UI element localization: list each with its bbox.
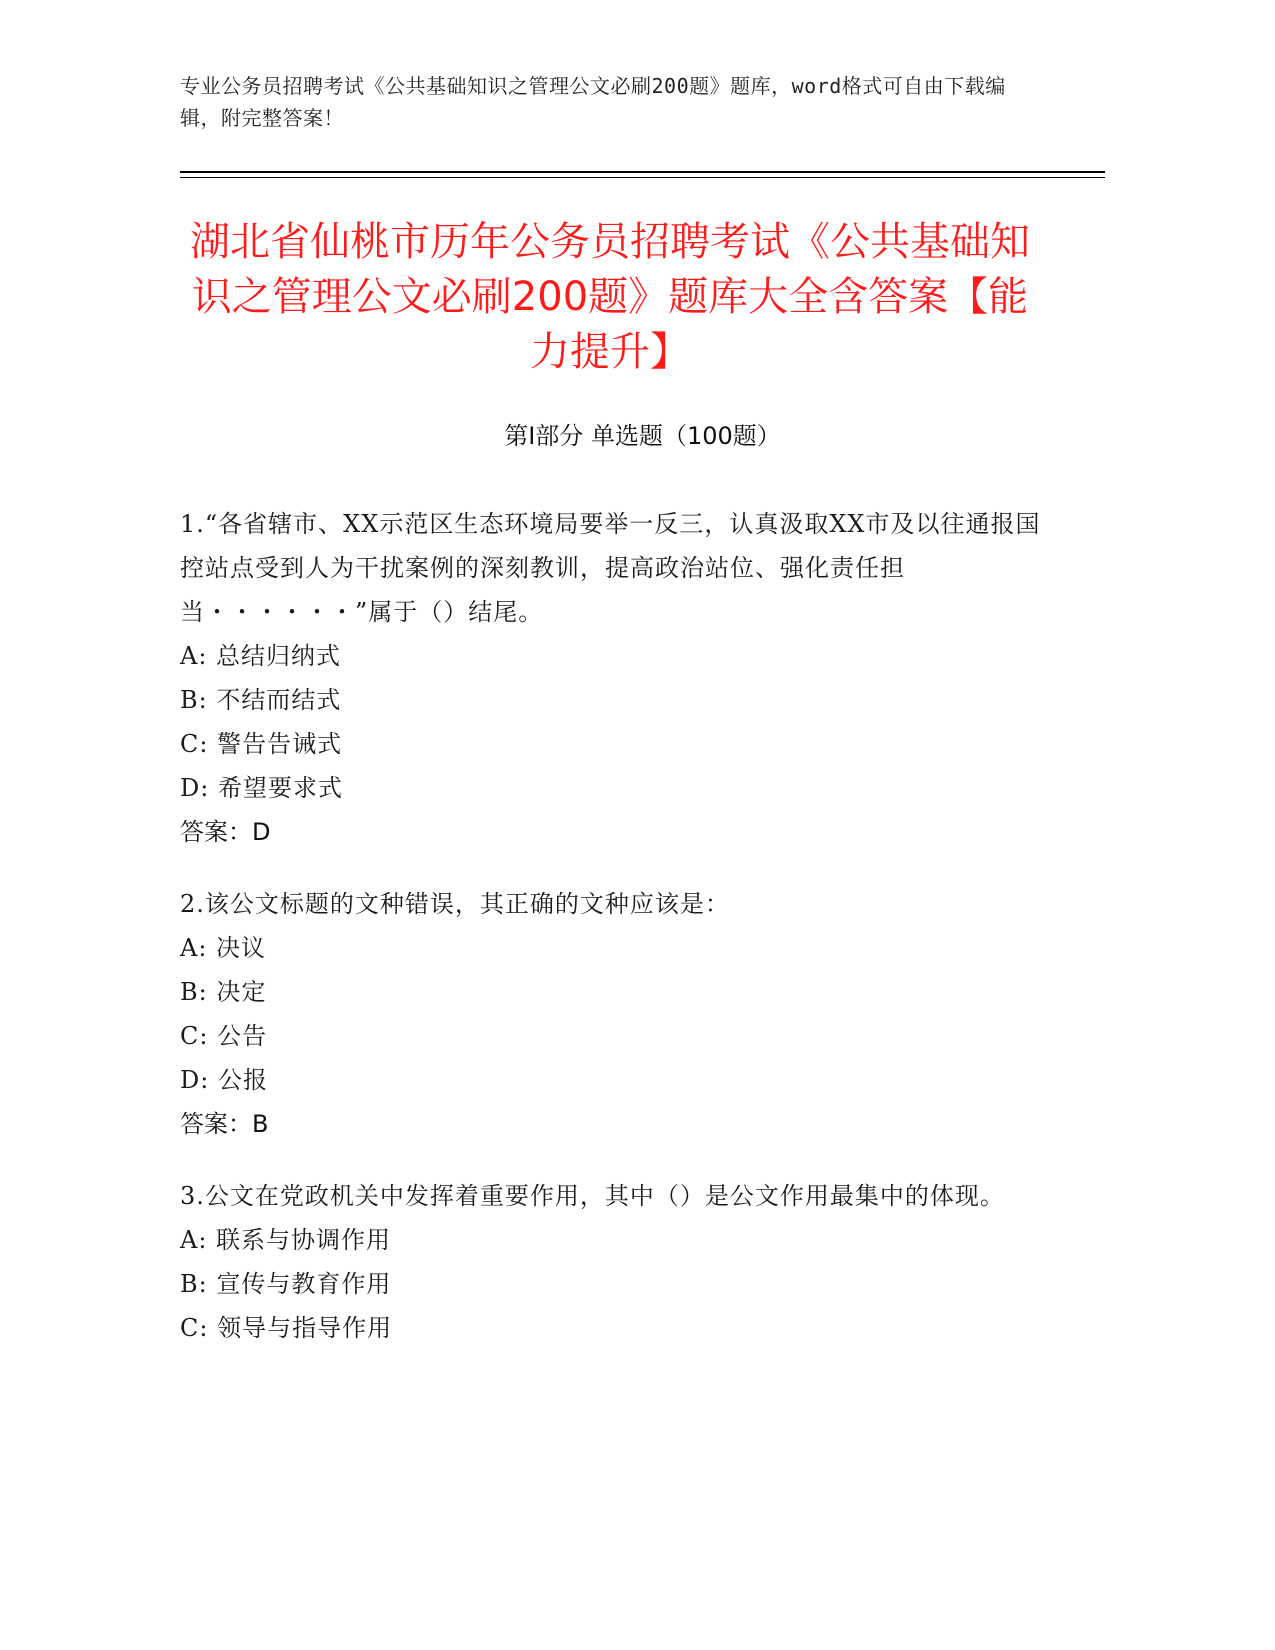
question-stem: 1.“各省辖市、XX示范区生态环境局要举一反三，认真汲取XX市及以往通报国控站点受到人为干扰案例的深刻教训，提高政治站位、强化责任担当・・・・・・”属于（）结尾。 xyxy=(180,510,1041,626)
option-b: B: 宣传与教育作用 xyxy=(180,1270,392,1298)
question-3 xyxy=(180,1174,1045,1350)
section-title: 第I部分 单选题（100题） xyxy=(504,422,781,450)
document-title: 湖北省仙桃市历年公务员招聘考试《公共基础知识之管理公文必刷200题》题库大全含答案【能力提升】 xyxy=(190,219,1030,375)
option-b: B: 不结而结式 xyxy=(180,686,342,714)
option-a: A: 联系与协调作用 xyxy=(180,1226,392,1254)
question-list xyxy=(180,502,1045,1378)
answer: 答案：D xyxy=(180,818,271,846)
option-b: B: 决定 xyxy=(180,978,267,1006)
option-a: A: 总结归纳式 xyxy=(180,642,342,670)
question-2 xyxy=(180,882,1045,1146)
option-a: A: 决议 xyxy=(180,934,267,962)
option-c: C: 公告 xyxy=(180,1022,268,1050)
question-stem: 3.公文在党政机关中发挥着重要作用，其中（）是公文作用最集中的体现。 xyxy=(180,1182,1005,1210)
answer: 答案：B xyxy=(180,1110,269,1138)
option-d: D: 公报 xyxy=(180,1066,268,1094)
option-d: D: 希望要求式 xyxy=(180,774,343,802)
option-c: C: 警告告诫式 xyxy=(180,730,343,758)
question-1 xyxy=(180,502,1045,854)
header-rule-thick xyxy=(180,171,1105,173)
header-note: 专业公务员招聘考试《公共基础知识之管理公文必刷200题》题库，word格式可自由下载编辑，附完整答案！ xyxy=(180,74,1006,130)
header-rule-thin xyxy=(180,177,1105,178)
question-stem: 2.该公文标题的文种错误，其正确的文种应该是： xyxy=(180,890,730,918)
option-c: C: 领导与指导作用 xyxy=(180,1314,393,1342)
